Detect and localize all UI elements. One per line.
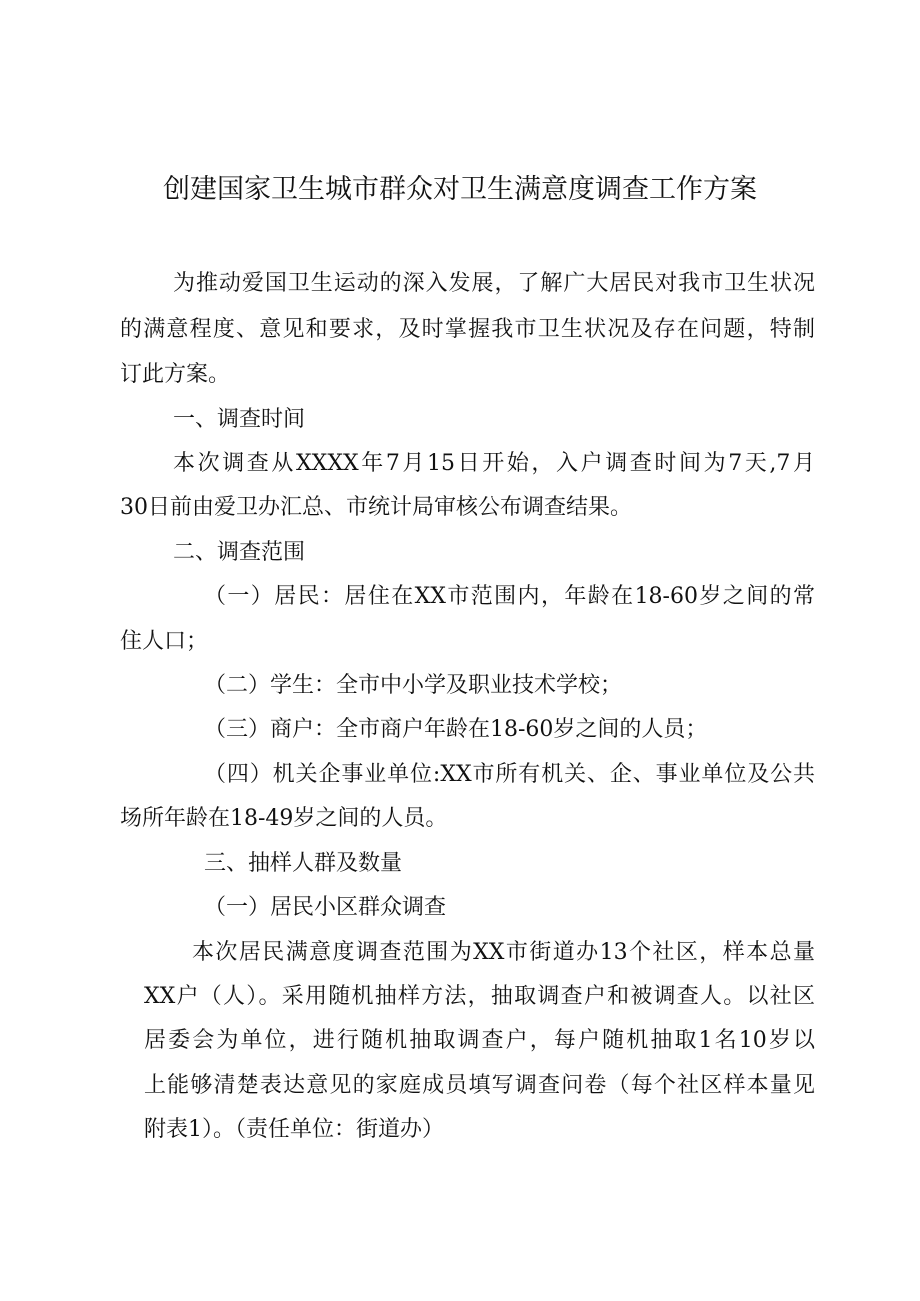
body-line-9: （三）商户：全市商户年龄在18-60岁之间的人员； (204, 717, 708, 742)
section-heading-3: 三、抽样人群及数量 (204, 851, 403, 876)
body-line-12: 本次居民满意度调查范围为XX市街道办13个社区，样本总量 (192, 940, 815, 965)
body-line-16: 附表1）。（责任单位：街道办） (144, 1117, 444, 1142)
body-line-7: 住人口； (120, 629, 209, 654)
subsection-heading-1: （一）居民小区群众调查 (204, 895, 447, 920)
body-line-11: 场所年龄在18-49岁之间的人员。 (120, 806, 448, 831)
body-line-4: 本次调查从XXXX年7月15日开始，入户调查时间为7天,7月 (173, 451, 815, 476)
section-heading-2: 二、调查范围 (173, 540, 306, 565)
body-line-15: 上能够清楚表达意见的家庭成员填写调查问卷（每个社区样本量见 (144, 1073, 815, 1098)
body-line-14: 居委会为单位，进行随机抽取调查户，每户随机抽取1名10岁以 (144, 1028, 815, 1053)
section-heading-1: 一、调查时间 (173, 407, 306, 432)
document-title: 创建国家卫生城市群众对卫生满意度调查工作方案 (163, 174, 757, 205)
body-line-13: XX户（人）。采用随机抽样方法，抽取调查户和被调查人。以社区 (144, 984, 815, 1009)
body-line-1: 为推动爱国卫生运动的深入发展，了解广大居民对我市卫生状况 (173, 271, 815, 296)
body-line-6: （一）居民：居住在XX市范围内，年龄在18-60岁之间的常 (204, 584, 815, 609)
body-line-10: （四）机关企事业单位:XX市所有机关、企、事业单位及公共 (204, 762, 815, 787)
body-line-2: 的满意程度、意见和要求，及时掌握我市卫生状况及存在问题，特制 (120, 317, 815, 342)
body-line-8: （二）学生：全市中小学及职业技术学校； (204, 673, 623, 698)
body-line-5: 30日前由爱卫办汇总、市统计局审核公布调查结果。 (120, 495, 632, 520)
body-line-3: 订此方案。 (120, 362, 231, 387)
